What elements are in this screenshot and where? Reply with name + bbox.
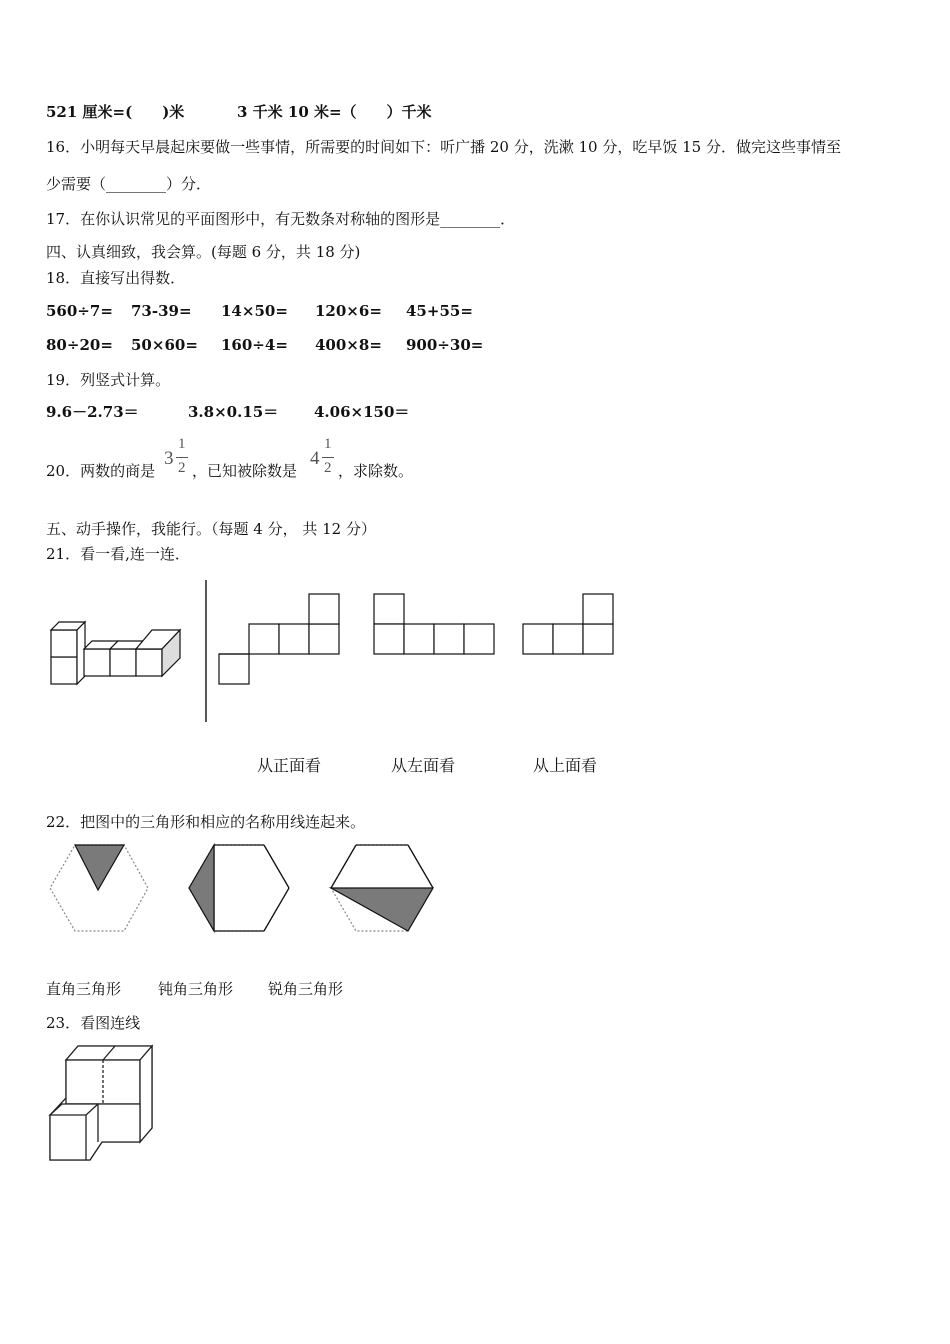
q21-view-a — [219, 594, 339, 684]
q22-title: 22．把图中的三角形和相应的名称用线连起来。 — [46, 813, 366, 831]
q18-r1-c2: 73-39= — [131, 302, 192, 320]
q18-r2-c3: 160÷4= — [221, 336, 288, 354]
frac1-denominator: 2 — [178, 460, 186, 476]
q21-cube-solid — [51, 622, 180, 684]
q20-part2: ，已知被除数是 — [192, 462, 298, 480]
q18-r1-c5: 45+55= — [406, 302, 473, 320]
q18-r1-c1: 560÷7= — [46, 302, 113, 320]
q18-r1-c3: 14×50= — [221, 302, 288, 320]
frac1-numerator: 1 — [178, 436, 186, 452]
q17: 17．在你认识常见的平面图形中，有无数条对称轴的图形是________． — [46, 210, 516, 228]
q18-title: 18．直接写出得数． — [46, 269, 186, 287]
conversion-cm-to-m: 521 厘米=( )米 — [46, 103, 185, 121]
q16-line1: 16．小明每天早晨起床要做一些事情，所需要的时间如下：听广播 20 分，洗漱 10 分，吃早饭 15 分．做完这些事情至 — [46, 138, 841, 156]
q19-item1: 9.6－2.73＝ — [46, 403, 139, 421]
q22-name-acute: 锐角三角形 — [268, 980, 344, 998]
frac2-numerator: 1 — [324, 436, 332, 452]
q21-view-c — [523, 594, 613, 654]
q21-title: 21．看一看,连一连． — [46, 545, 190, 563]
q18-r1-c4: 120×6= — [315, 302, 382, 320]
q21-view-left-label: 从左面看 — [391, 756, 456, 775]
q19-title: 19．列竖式计算。 — [46, 371, 171, 389]
q21-view-top-label: 从上面看 — [533, 756, 598, 775]
q21-view-front-label: 从正面看 — [257, 756, 322, 775]
q20-part3: ，求除数。 — [338, 462, 414, 480]
q22-name-obtuse: 钝角三角形 — [158, 980, 234, 998]
frac2-denominator: 2 — [324, 460, 332, 476]
q19-item3: 4.06×150＝ — [314, 403, 410, 421]
q21-view-b — [374, 594, 494, 654]
frac2-whole: 4 — [310, 448, 320, 469]
q20-part1: 20．两数的商是 — [46, 462, 156, 480]
frac1-whole: 3 — [164, 448, 174, 469]
q22-name-right: 直角三角形 — [46, 980, 122, 998]
section5-heading: 五、动手操作，我能行。（每题 4 分， 共 12 分） — [46, 520, 376, 538]
q16-line2: 少需要（________）分． — [46, 175, 212, 193]
q23-title: 23．看图连线 — [46, 1014, 141, 1032]
q18-r2-c1: 80÷20= — [46, 336, 113, 354]
conversion-km-m: 3 千米 10 米=（ ）千米 — [237, 103, 432, 121]
q19-item2: 3.8×0.15＝ — [188, 403, 279, 421]
section4-heading: 四、认真细致，我会算。(每题 6 分，共 18 分) — [46, 243, 361, 261]
q18-r2-c4: 400×8= — [315, 336, 382, 354]
q23-solid — [50, 1046, 152, 1160]
q18-r2-c5: 900÷30= — [406, 336, 484, 354]
q22-triangle-2 — [189, 845, 214, 931]
q18-r2-c2: 50×60= — [131, 336, 198, 354]
